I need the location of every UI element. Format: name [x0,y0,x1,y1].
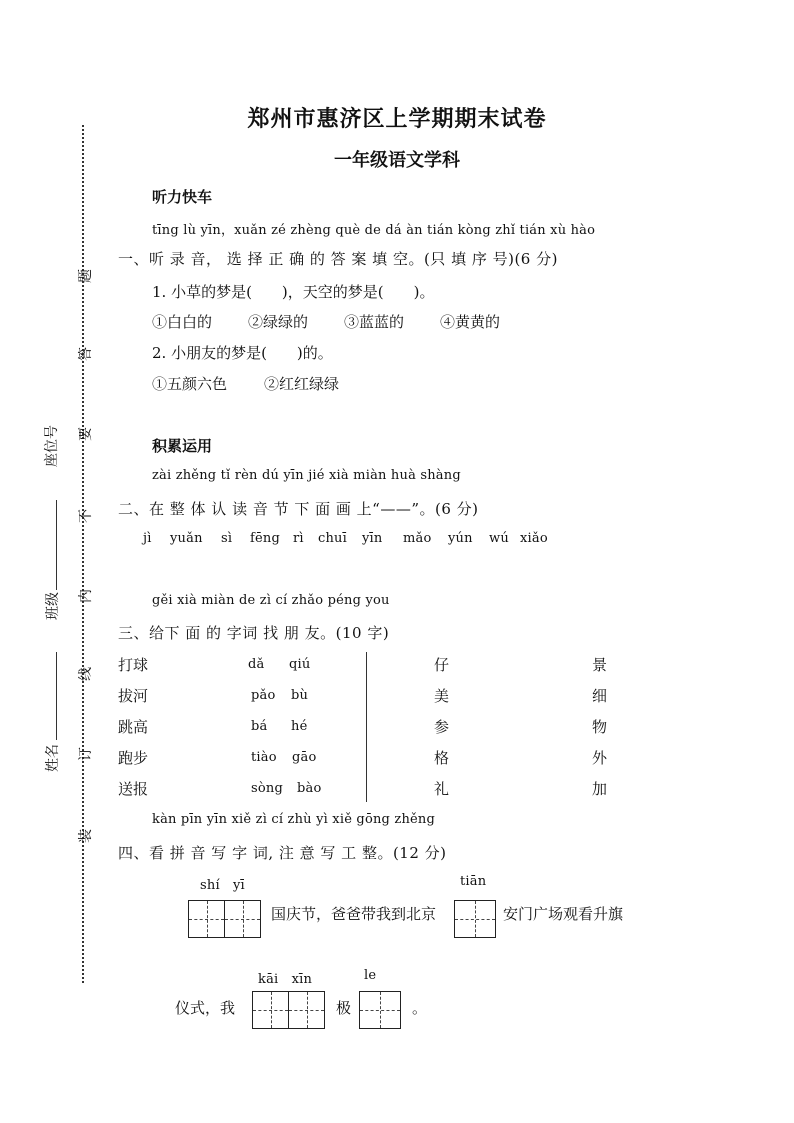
q4-pinyin-a: shí yī [200,878,245,893]
q1-option: ②绿绿的 [248,313,309,331]
exam-title: 郑州市惠济区上学期期末试卷 [247,106,547,132]
seat-number-label: 座位号 [44,425,60,467]
q3-right-char: 加 [592,780,608,798]
q3-right-char: 外 [592,749,608,767]
writing-box-a[interactable] [188,900,261,938]
q4-text-b: 安门广场观看升旗 [503,905,624,923]
q4-text-e: 。 [412,999,428,1017]
q3-left-word: 打球 [118,656,149,674]
q1-option: ③蓝蓝的 [344,313,405,331]
q3-right-char: 参 [434,718,450,736]
q3-pinyin: gěi xià miàn de zì cí zhǎo péng you [152,593,390,608]
q3-left-word: 跑步 [118,749,149,767]
writing-cell[interactable] [224,901,260,937]
q3-left-word: 拔河 [118,687,149,705]
q1-item-1: 1. 小草的梦是( )，天空的梦是( )。 [152,283,435,301]
binding-dotted-line [82,125,84,983]
q4-text-c: 仪式，我 [175,999,236,1017]
q3-pinyin-item: qiú [289,657,311,672]
q3-pinyin-item: bào [297,781,322,796]
seal-char: 要 [78,427,94,441]
q3-pinyin-item: bù [291,688,309,703]
seal-char: 装 [78,829,94,843]
q1-item-2: 2. 小朋友的梦是( )的。 [152,344,333,362]
name-label: 姓名 [45,744,61,772]
writing-cell[interactable] [253,992,288,1028]
q3-heading: 三、给下 面 的 字词 找 朋 友。(10 字) [118,624,390,642]
class-label: 班级 [45,592,61,620]
seal-char: 答 [78,347,94,361]
matching-divider [366,652,367,802]
q4-pinyin-b: tiān [460,874,487,889]
writing-box-b[interactable] [454,900,496,938]
q2-syllable: wú [489,531,509,546]
q3-pinyin-item: sòng [251,781,283,796]
q2-syllable: jì [143,531,152,546]
exam-subtitle: 一年级语文学科 [334,150,460,171]
q4-heading: 四、看 拼 音 写 字 词, 注 意 写 工 整。(12 分) [118,844,447,862]
q3-left-word: 送报 [118,780,149,798]
q2-syllable: chuī [318,531,347,546]
q4-text-d: 极 [336,999,352,1017]
q3-pinyin-item: gāo [292,750,317,765]
q3-right-char: 礼 [434,780,450,798]
name-blank-line[interactable] [56,652,57,740]
q2-syllable: yīn [362,531,383,546]
q3-pinyin-item: pǎo [251,688,276,703]
writing-box-d[interactable] [359,991,401,1029]
writing-cell[interactable] [455,901,495,937]
seal-char: 不 [78,509,94,523]
seal-char: 题 [78,269,94,283]
seal-char: 线 [78,667,94,681]
writing-cell[interactable] [360,992,400,1028]
class-blank-line[interactable] [56,500,57,590]
q1-pinyin: tīng lù yīn，xuǎn zé zhèng què de dá àn tián kòng zhǐ tián xù hào [152,223,596,238]
section-listening: 听力快车 [152,188,213,206]
seal-char: 内 [78,589,94,603]
q3-left-word: 跳高 [118,718,149,736]
q1-option: ②红红绿绿 [264,375,340,393]
q3-right-char: 格 [434,749,450,767]
q3-pinyin-item: hé [291,719,308,734]
q1-option: ④黄黄的 [440,313,501,331]
q2-syllable: yún [448,531,473,546]
q3-right-char: 细 [592,687,608,705]
q4-text-a: 国庆节，爸爸带我到北京 [271,905,437,923]
q3-right-char: 物 [592,718,608,736]
writing-cell[interactable] [189,901,224,937]
writing-box-c[interactable] [252,991,325,1029]
q2-syllable: sì [221,531,233,546]
q1-option: ①五颜六色 [152,375,228,393]
q4-pinyin-d: le [364,968,377,983]
q4-pinyin: kàn pīn yīn xiě zì cí zhù yì xiě gōng zhěng [152,812,436,827]
q3-pinyin-item: dǎ [248,657,265,672]
q2-heading: 二、在 整 体 认 读 音 节 下 面 画 上“——”。(6 分) [118,500,479,518]
q3-right-char: 仔 [434,656,450,674]
q3-pinyin-item: tiào [251,750,277,765]
seal-char: 订 [78,747,94,761]
q1-option: ①白白的 [152,313,213,331]
q2-syllable: fēng [250,531,280,546]
q1-heading: 一、听 录 音， 选 择 正 确 的 答 案 填 空。(只 填 序 号)(6 分) [118,250,558,268]
q3-right-char: 景 [592,656,608,674]
writing-cell[interactable] [288,992,324,1028]
q2-pinyin: zài zhěng tǐ rèn dú yīn jié xià miàn huà shàng [152,468,461,483]
q3-pinyin-item: bá [251,719,268,734]
q2-syllable: yuǎn [170,531,203,546]
q4-pinyin-c: kāi xīn [258,972,313,987]
q2-syllable: rì [293,531,304,546]
q2-syllable: xiǎo [520,531,548,546]
section-accumulation: 积累运用 [152,437,213,455]
q2-syllable: mǎo [403,531,432,546]
q3-right-char: 美 [434,687,450,705]
